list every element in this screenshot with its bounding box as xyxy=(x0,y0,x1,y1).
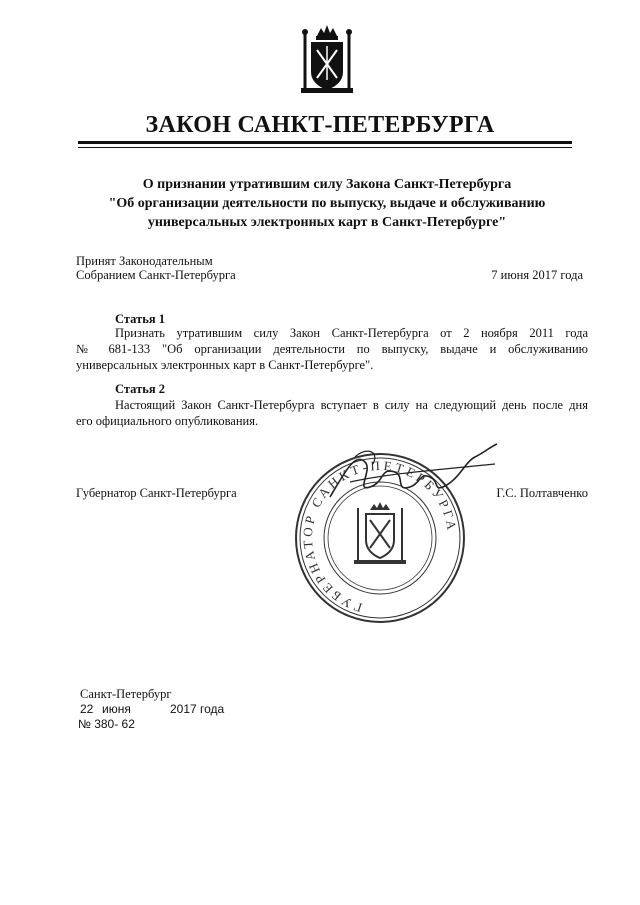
handwritten-signature-icon xyxy=(325,442,500,507)
document-title: ЗАКОН САНКТ-ПЕТЕРБУРГА xyxy=(145,112,495,138)
article-2-line-1: Настоящий Закон Санкт-Петербурга вступает в силу на следующий день после дня xyxy=(115,398,588,412)
subtitle-line-1: О признании утратившим силу Закона Санкт-Петербурга xyxy=(142,177,512,192)
svg-text:ГУБЕРНАТОР САНКТ-ПЕТЕРБУРГА: ГУБЕРНАТОР САНКТ-ПЕТЕРБУРГА xyxy=(299,457,461,616)
signing-year: 2017 года xyxy=(170,702,225,716)
title-rule-thick xyxy=(78,141,572,144)
article-1-heading: Статья 1 xyxy=(115,312,165,326)
article-1-line-3: универсальных электронных карт в Санкт-Петербурге". xyxy=(76,358,374,372)
adopted-by-line-2: Собранием Санкт-Петербурга xyxy=(76,268,236,282)
signatory-name: Г.С. Полтавченко xyxy=(496,486,588,500)
signing-day: 22 xyxy=(80,702,94,716)
adopted-by-line-1: Принят Законодательным xyxy=(76,254,213,268)
signatory-position: Губернатор Санкт-Петербурга xyxy=(76,486,237,500)
coat-of-arms-icon xyxy=(297,22,357,98)
article-2-heading: Статья 2 xyxy=(115,382,165,396)
subtitle-line-2: "Об организации деятельности по выпуску, выдаче и обслуживанию xyxy=(108,196,546,211)
signing-month: июня xyxy=(102,702,131,716)
law-subtitle xyxy=(60,175,594,232)
article-2-line-2: его официального опубликования. xyxy=(76,414,259,428)
signing-place: Санкт-Петербург xyxy=(80,687,172,701)
signing-date xyxy=(80,702,224,716)
article-1-line-1: Признать утратившим силу Закон Санкт-Петербурга от 2 ноября 2011 года xyxy=(115,326,588,340)
law-number: № 380- 62 xyxy=(78,717,135,731)
article-1-line-2: № 681-133 "Об организации деятельности по выпуску, выдаче и обслуживанию xyxy=(76,342,588,356)
subtitle-line-3: универсальных электронных карт в Санкт-Петербурге" xyxy=(147,215,507,230)
title-rule-thin xyxy=(78,147,572,148)
adoption-date: 7 июня 2017 года xyxy=(491,268,583,282)
